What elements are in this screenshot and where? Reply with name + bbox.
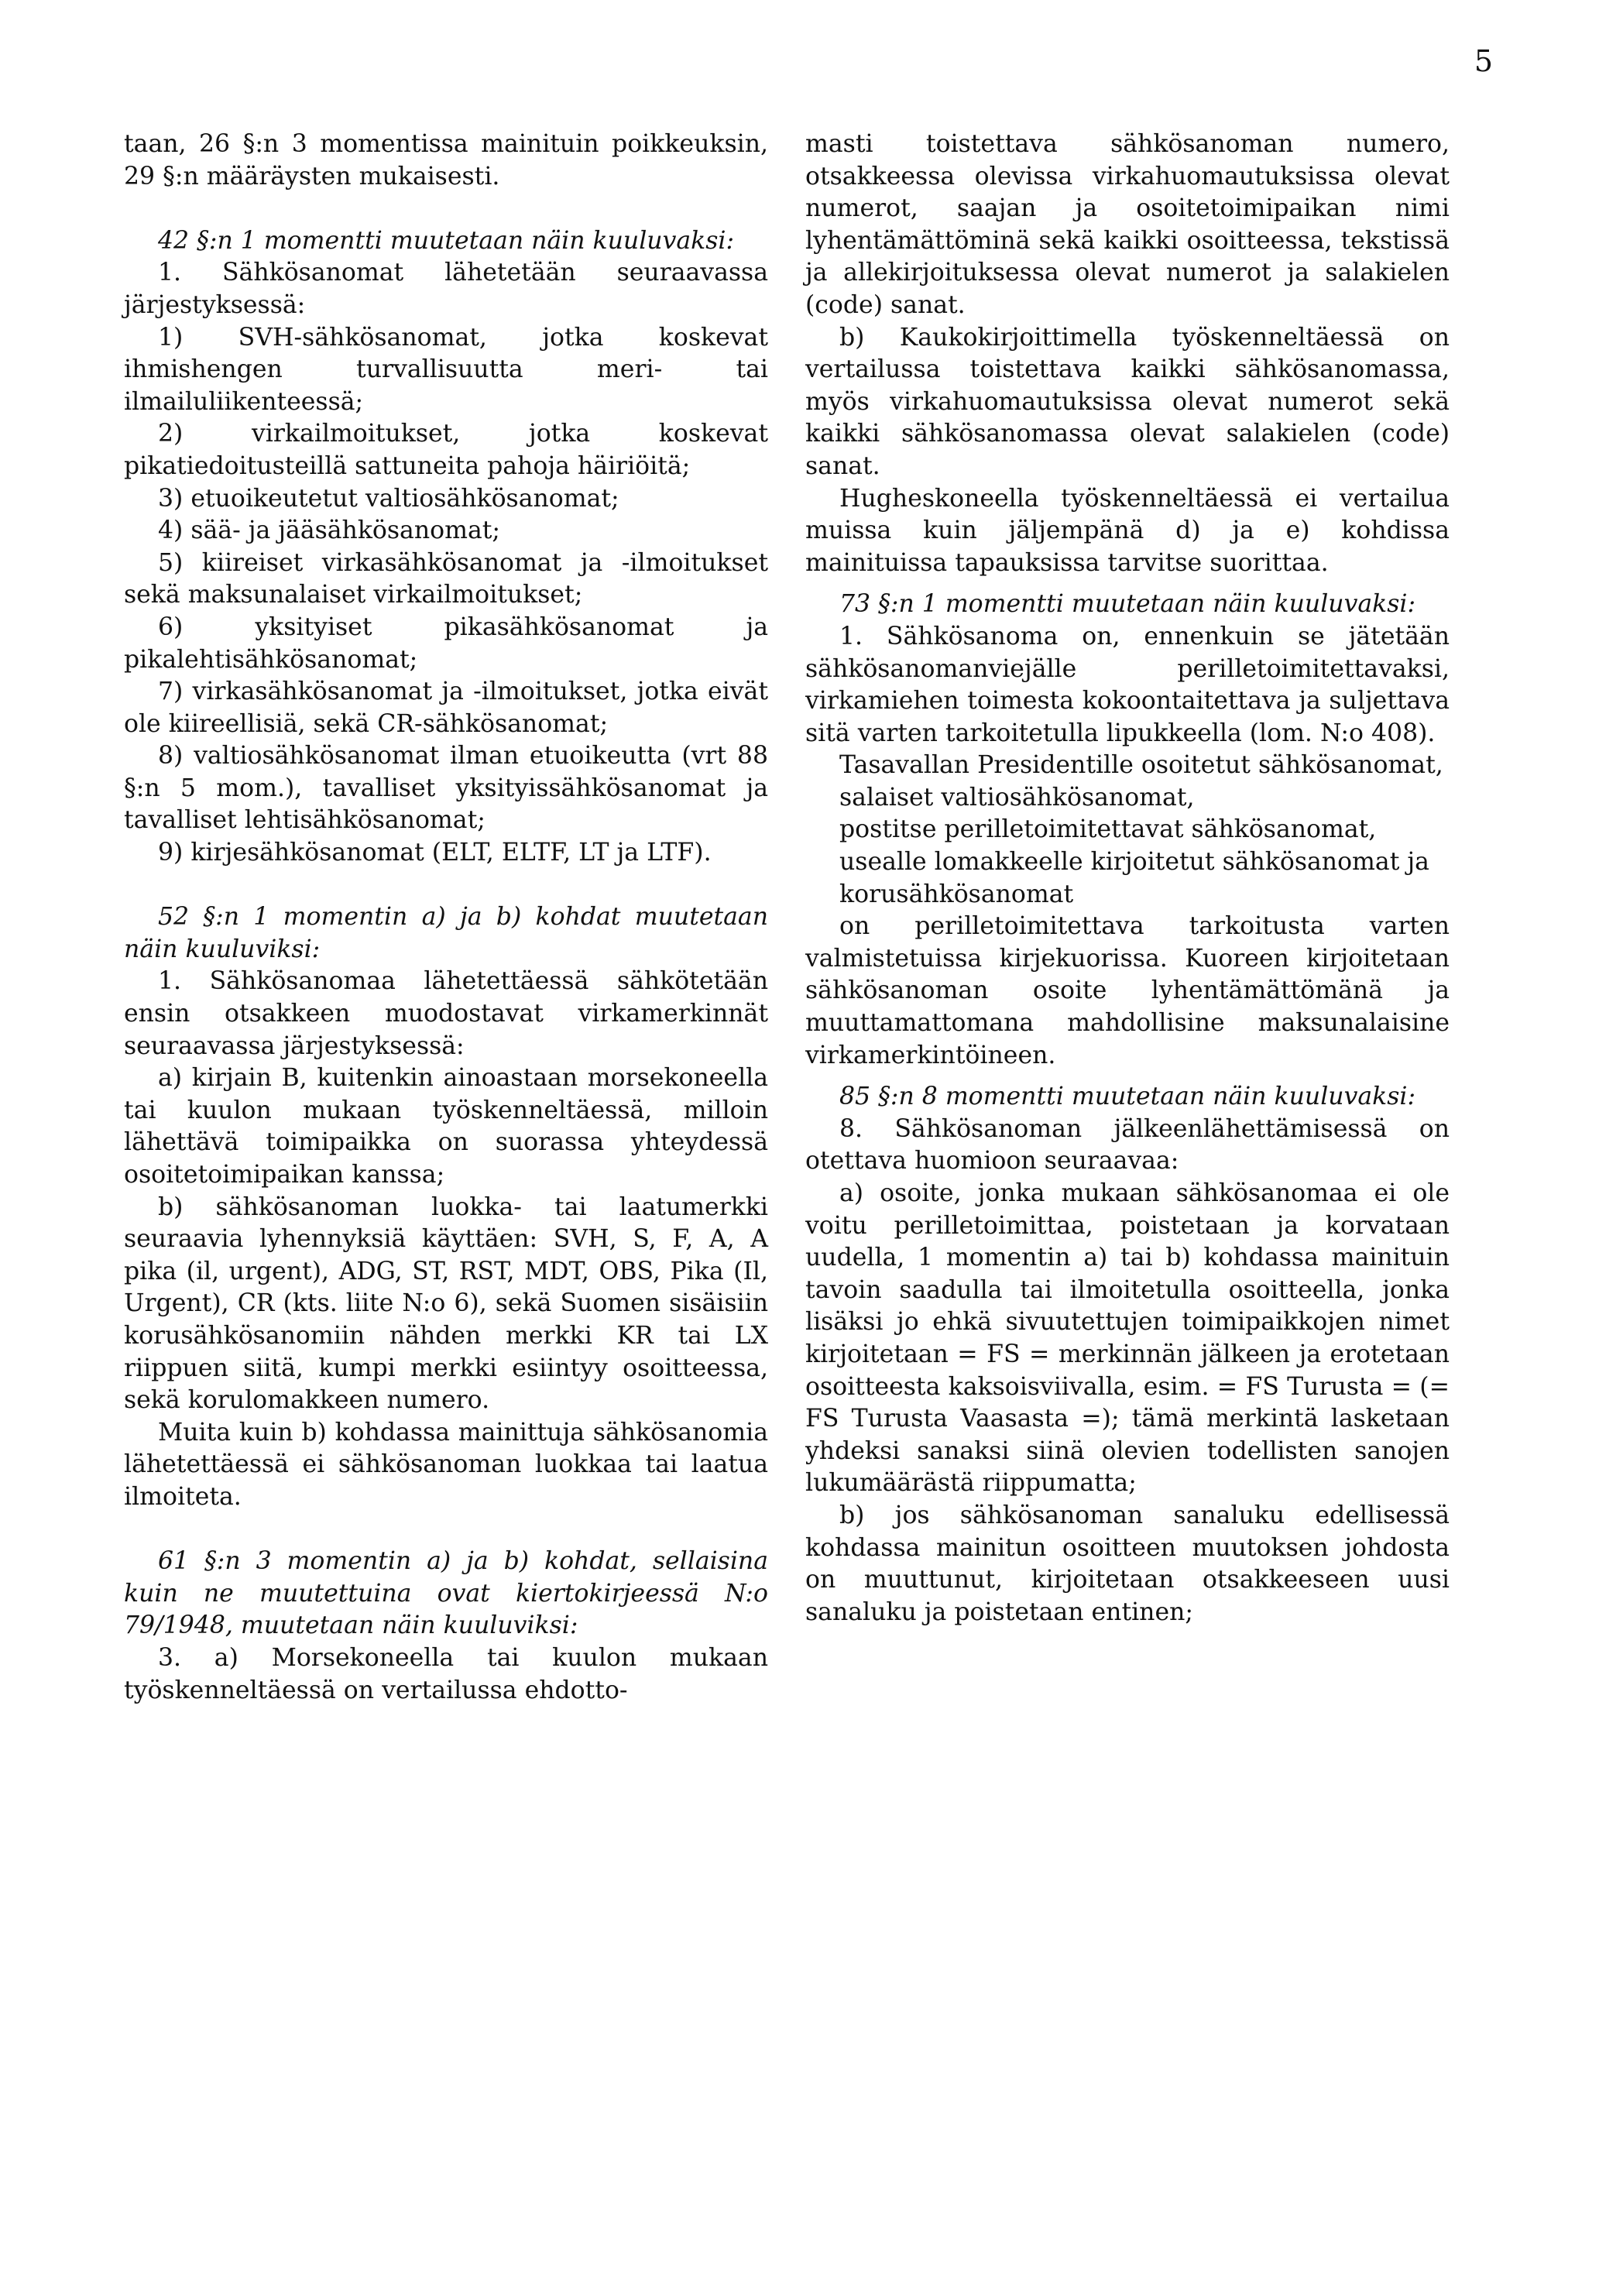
list-item: 9) kirjesähkösanomat (ELT, ELTF, LT ja LTF). — [158, 839, 712, 867]
list-item: b) jos sähkösanoman sanaluku edellisessä kohdassa mainitun osoitteen muutoksen johdosta on muuttunut, kirjoitetaan otsakkeeseen uusi sanaluku ja poistetaan entinen; — [805, 1501, 1450, 1626]
paragraph: masti toistettava sähkösanoman numero, otsakkeessa olevissa virkahuomautuksissa olevat numerot, saajan ja osoitetoimipaikan nimi lyhentämättöminä sekä kaikki osoitteessa, tekstissä ja allekirjoituksessa olevat numerot ja salakielen (code) sanat. — [805, 130, 1450, 319]
list-item: 7) virkasähkösanomat ja -ilmoitukset, jotka eivät ole kiireellisiä, sekä CR-sähkösanomat; — [124, 678, 768, 738]
paragraph: taan, 26 §:n 3 momentissa mainituin poikkeuksin, 29 §:n määräysten mukaisesti. — [124, 130, 768, 190]
list-item: korusähkösanomat — [839, 880, 1074, 908]
list-item: 3) etuoikeutetut valtiosähkösanomat; — [158, 484, 619, 513]
section-heading: 42 §:n 1 momentti muutetaan näin kuuluvaksi: — [158, 226, 735, 255]
list-item: salaiset valtiosähkösanomat, — [839, 783, 1195, 812]
section-heading: 85 §:n 8 momentti muutetaan näin kuuluvaksi: — [839, 1083, 1416, 1111]
paragraph: Muita kuin b) kohdassa mainittuja sähkösanomia lähetettäessä ei sähkösanoman luokkaa tai laatua ilmoiteta. — [124, 1418, 768, 1511]
right-column — [805, 129, 1450, 1628]
list-item: a) kirjain B, kuitenkin ainoastaan morsekoneella tai kuulon mukaan työskenneltäessä, milloin lähettävä toimipaikka on suorassa yhteydessä osoitetoimipaikan kanssa; — [124, 1064, 768, 1189]
list-item: 6) yksityiset pikasähkösanomat ja pikalehtisähkösanomat; — [124, 613, 768, 674]
list-item: Tasavallan Presidentille osoitetut sähkösanomat, — [839, 751, 1443, 780]
section-heading: 52 §:n 1 momentin a) ja b) kohdat muutetaan näin kuuluviksi: — [124, 903, 768, 963]
paragraph: 1. Sähkösanomat lähetetään seuraavassa järjestyksessä: — [124, 259, 768, 319]
section-heading: 73 §:n 1 momentti muutetaan näin kuuluvaksi: — [839, 590, 1416, 619]
paragraph: b) Kaukokirjoittimella työskenneltäessä on vertailussa toistettava kaikki sähkösanomassa, myös virkahuomautuksissa olevat numerot sekä kaikki sähkösanomassa olevat salakielen (code) sanat. — [805, 323, 1450, 480]
list-item: 8) valtiosähkösanomat ilman etuoikeutta (vrt 88 §:n 5 mom.), tavalliset yksityissähkösanomat ja tavalliset lehtisähkösanomat; — [124, 742, 768, 835]
list-item: 4) sää- ja jääsähkösanomat; — [158, 517, 501, 545]
paragraph: 3. a) Morsekoneella tai kuulon mukaan työskenneltäessä on vertailussa ehdotto- — [124, 1643, 768, 1704]
list-item: postitse perilletoimitettavat sähkösanomat, — [839, 815, 1377, 844]
paragraph: Hugheskoneella työskenneltäessä ei vertailua muissa kuin jäljempänä d) ja e) kohdissa mainituissa tapauksissa tarvitse suorittaa. — [805, 484, 1450, 577]
paragraph: on perilletoimitettava tarkoitusta varten valmistetuissa kirjekuorissa. Kuoreen kirjoitetaan sähkösanoman osoite lyhentämättömänä ja muuttamattomana mahdollisine maksunalaisine virkamerkintöineen. — [805, 912, 1450, 1069]
list-item: 5) kiireiset virkasähkösanomat ja -ilmoitukset sekä maksunalaiset virkailmoitukset; — [124, 548, 768, 609]
paragraph: 8. Sähkösanoman jälkeenlähettämisessä on otettava huomioon seuraavaa: — [805, 1114, 1450, 1175]
list-item: b) sähkösanoman luokka- tai laatumerkki seuraavia lyhennyksiä käyttäen: SVH, S, F, A, A pika (il, urgent), ADG, ST, RST, MDT, OBS, Pika (Il, Urgent), CR (kts. liite N:o 6), sekä Suomen sisäisiin korusähkösanomiin nähden merkki KR tai LX riippuen siitä, kumpi merkki esiintyy osoitteessa, sekä korulomakkeen numero. — [124, 1193, 768, 1415]
paragraph: 1. Sähkösanoma on, ennenkuin se jätetään sähkösanomanviejälle perilletoimitettavaksi, virkamiehen toimesta kokoontaitettava ja suljettava sitä varten tarkoitetulla lipukkeella (lom. N:o 408). — [805, 622, 1450, 747]
paragraph: 1. Sähkösanomaa lähetettäessä sähkötetään ensin otsakkeen muodostavat virkamerkinnät seuraavassa järjestyksessä: — [124, 967, 768, 1060]
list-item: 2) virkailmoitukset, jotka koskevat pikatiedoitusteillä sattuneita pahoja häiriöitä; — [124, 420, 768, 480]
list-item: a) osoite, jonka mukaan sähkösanomaa ei ole voitu perilletoimittaa, poistetaan ja korvataan uudella, 1 momentin a) tai b) kohdassa mainituin tavoin saadulla tai ilmoitetulla osoitteella, jonka lisäksi jo ehkä sivuutettujen toimipaikkojen nimet kirjoitetaan = FS = merkinnän jälkeen ja erotetaan osoitteesta kaksoisviivalla, esim. = FS Turusta = (= FS Turusta Vaasasta =); tämä merkintä lasketaan yhdeksi sanaksi siinä olevien todellisten sanojen lukumäärästä riippumatta; — [805, 1179, 1450, 1498]
list-item: usealle lomakkeelle kirjoitetut sähkösanomat ja — [839, 848, 1429, 877]
section-heading: 61 §:n 3 momentin a) ja b) kohdat, sellaisina kuin ne muutettuina ovat kiertokirjeessä N:o 79/1948, muutetaan näin kuuluviksi: — [124, 1547, 768, 1640]
left-column — [124, 129, 768, 1707]
page-number: 5 — [1474, 44, 1493, 78]
list-item: 1) SVH-sähkösanomat, jotka koskevat ihmishengen turvallisuutta meri- tai ilmailuliikenteessä; — [124, 323, 768, 416]
